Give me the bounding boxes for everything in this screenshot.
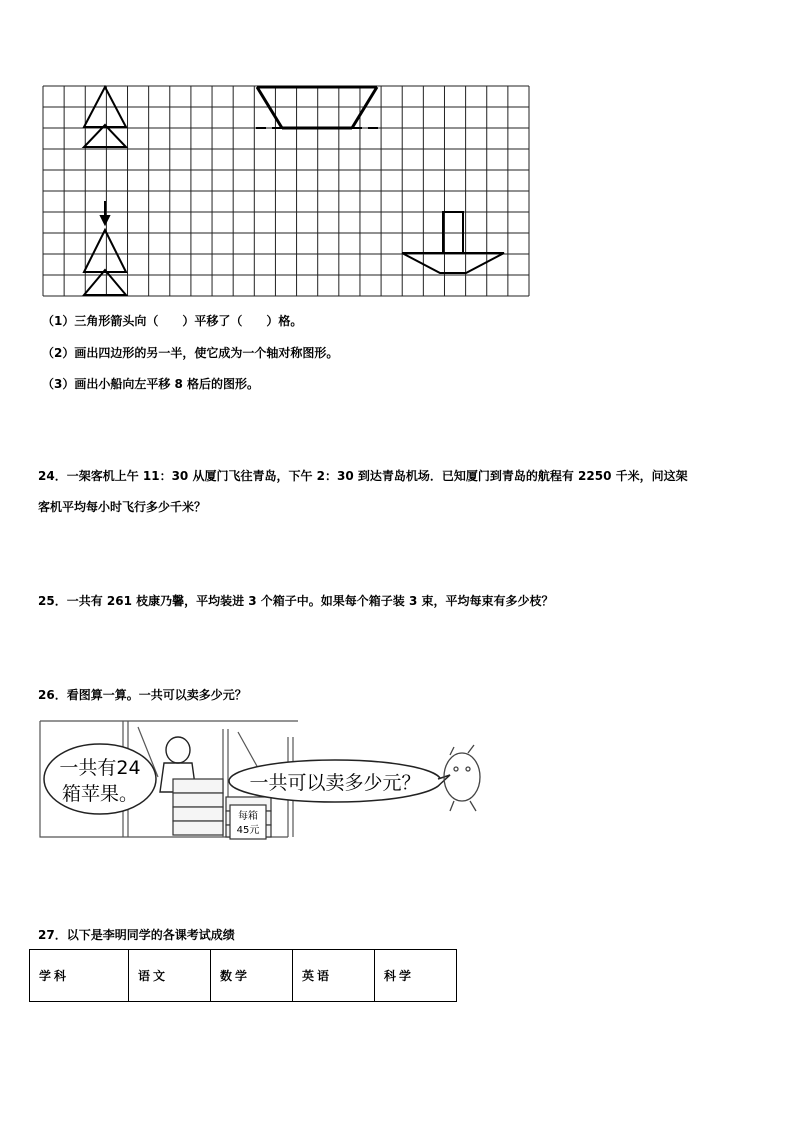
cartoon-character xyxy=(444,745,480,811)
boat-shape xyxy=(402,212,504,273)
price-sign-line2: 45元 xyxy=(236,825,260,836)
sub-question-3: （3）画出小船向左平移 8 格后的图形。 xyxy=(42,377,260,391)
question-24-line1: 24．一架客机上午 11：30 从厦门飞往青岛，下午 2：30 到达青岛机场．已知厦门到青岛的航程有 2250 千米，问这架 xyxy=(38,469,688,483)
question-26-title: 26．看图算一算。一共可以卖多少元？ xyxy=(38,688,247,702)
translation-grid-figure xyxy=(42,85,532,298)
table-header-cell: 英语 xyxy=(293,950,375,1002)
table-header-cell: 科学 xyxy=(375,950,457,1002)
score-table xyxy=(29,949,457,1002)
table-header-row xyxy=(30,950,457,1002)
question-25: 25．一共有 261 枝康乃馨，平均装进 3 个箱子中。如果每个箱子装 3 束，平均每束有多少枝？ xyxy=(38,594,554,608)
right-bubble-text: 一共可以卖多少元？ xyxy=(249,772,421,794)
left-bubble-line1: 一共有24 xyxy=(59,757,141,779)
table-header-cell: 数学 xyxy=(211,950,293,1002)
sub-question-2: （2）画出四边形的另一半，使它成为一个轴对称图形。 xyxy=(42,346,339,360)
apple-selling-illustration xyxy=(38,717,498,842)
price-sign-line1: 每箱 xyxy=(238,811,258,822)
table-header-cell: 学科 xyxy=(30,950,129,1002)
table-header-cell: 语文 xyxy=(129,950,211,1002)
question-27-title: 27．以下是李明同学的各课考试成绩 xyxy=(38,928,235,942)
sub-question-1: （1）三角形箭头向（ ）平移了（ ）格。 xyxy=(42,314,303,328)
question-24-line2: 客机平均每小时飞行多少千米？ xyxy=(38,500,207,514)
grid-lines xyxy=(43,86,529,296)
triangle-arrow-original xyxy=(84,87,126,147)
left-bubble-line2: 箱苹果。 xyxy=(61,783,139,805)
triangle-arrow-translated xyxy=(84,230,126,295)
